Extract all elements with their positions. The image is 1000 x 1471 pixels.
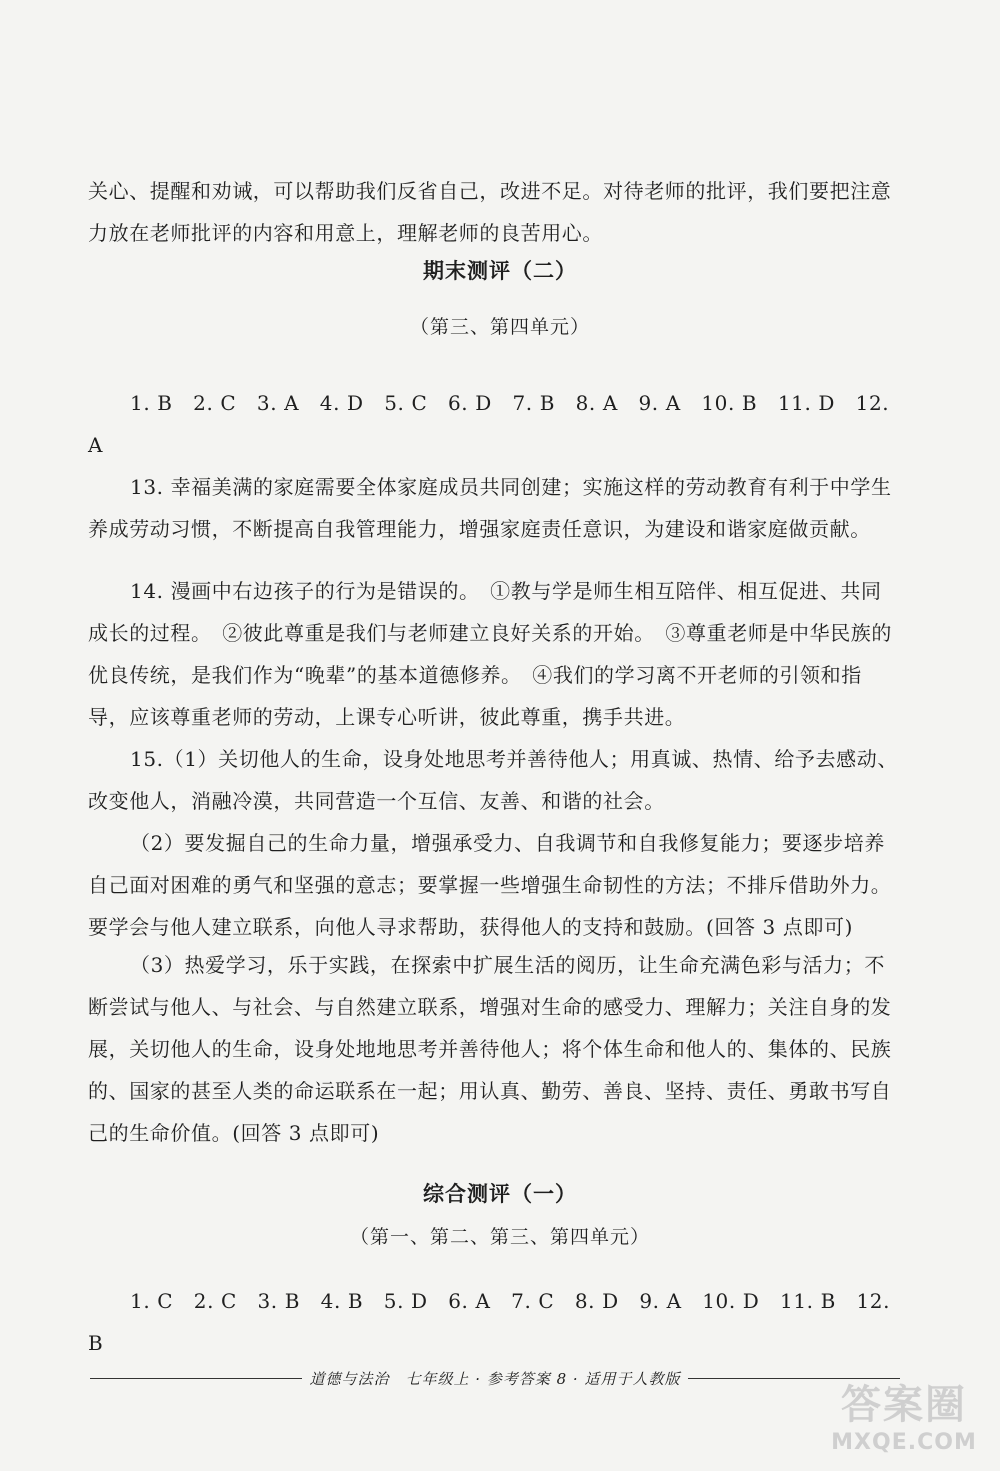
choice-answers-2: 1. C 2. C 3. B 4. B 5. D 6. A 7. C 8. D 9. A 10. D 11. B 12. B (88, 1289, 891, 1355)
section-subtitle-comprehensive-test-1: （第一、第二、第三、第四单元） (349, 1226, 650, 1248)
page-footer (90, 1366, 900, 1390)
answer-15-1: 15.（1）关切他人的生命，设身处地思考并善待他人；用真诚、热情、给予去感动、改变他人，消融冷漠，共同营造一个互信、友善、和谐的社会。 (88, 747, 898, 813)
top-paragraph: 关心、提醒和劝诫，可以帮助我们反省自己，改进不足。对待老师的批评，我们要把注意力放在老师批评的内容和用意上，理解老师的良苦用心。 (88, 179, 892, 245)
answer-13: 13. 幸福美满的家庭需要全体家庭成员共同创建；实施这样的劳动教育有利于中学生养成劳动习惯，不断提高自我管理能力，增强家庭责任意识，为建设和谐家庭做贡献。 (88, 475, 892, 541)
section-subtitle-final-test-2: （第三、第四单元） (409, 316, 590, 338)
section-title-final-test-2: 期末测评（二） (423, 259, 577, 283)
watermark-text-cn: 答案圈 (841, 1382, 967, 1428)
footer-text: 道德与法治 七年级上 · 参考答案 8 · 适用于人教版 (309, 1369, 681, 1388)
footer-rule-right (688, 1378, 900, 1379)
choice-answers-1: 1. B 2. C 3. A 4. D 5. C 6. D 7. B 8. A 9. A 10. B 11. D 12. A (88, 391, 890, 457)
watermark-text-en: MXQE.COM (831, 1430, 977, 1455)
answer-14: 14. 漫画中右边孩子的行为是错误的。 ①教与学是师生相互陪伴、相互促进、共同成长的过程。 ②彼此尊重是我们与老师建立良好关系的开始。 ③尊重老师是中华民族的优良传统，是我们作为“晚辈”的基本道德修养。 ④我们的学习离不开老师的引领和指导，应该尊重老师的劳动，上课专心听讲，彼此尊重，携手共进。 (88, 579, 892, 729)
watermark-logo (824, 1381, 984, 1463)
answer-15-2: （2）要发掘自己的生命力量，增强承受力、自我调节和自我修复能力；要逐步培养自己面对困难的勇气和坚强的意志；要掌握一些增强生命韧性的方法；不排斥借助外力。要学会与他人建立联系，向他人寻求帮助，获得他人的支持和鼓励。(回答 3 点即可) (88, 831, 892, 939)
footer-rule-left (90, 1378, 302, 1379)
section-title-comprehensive-test-1: 综合测评（一） (423, 1182, 577, 1206)
answer-15-3: （3）热爱学习，乐于实践，在探索中扩展生活的阅历，让生命充满色彩与活力；不断尝试与他人、与社会、与自然建立联系，增强对生命的感受力、理解力；关注自身的发展，关切他人的生命，设身处地地思考并善待他人；将个体生命和他人的、集体的、民族的、国家的甚至人类的命运联系在一起；用认真、勤劳、善良、坚持、责任、勇敢书写自己的生命价值。(回答 3 点即可) (88, 953, 892, 1145)
